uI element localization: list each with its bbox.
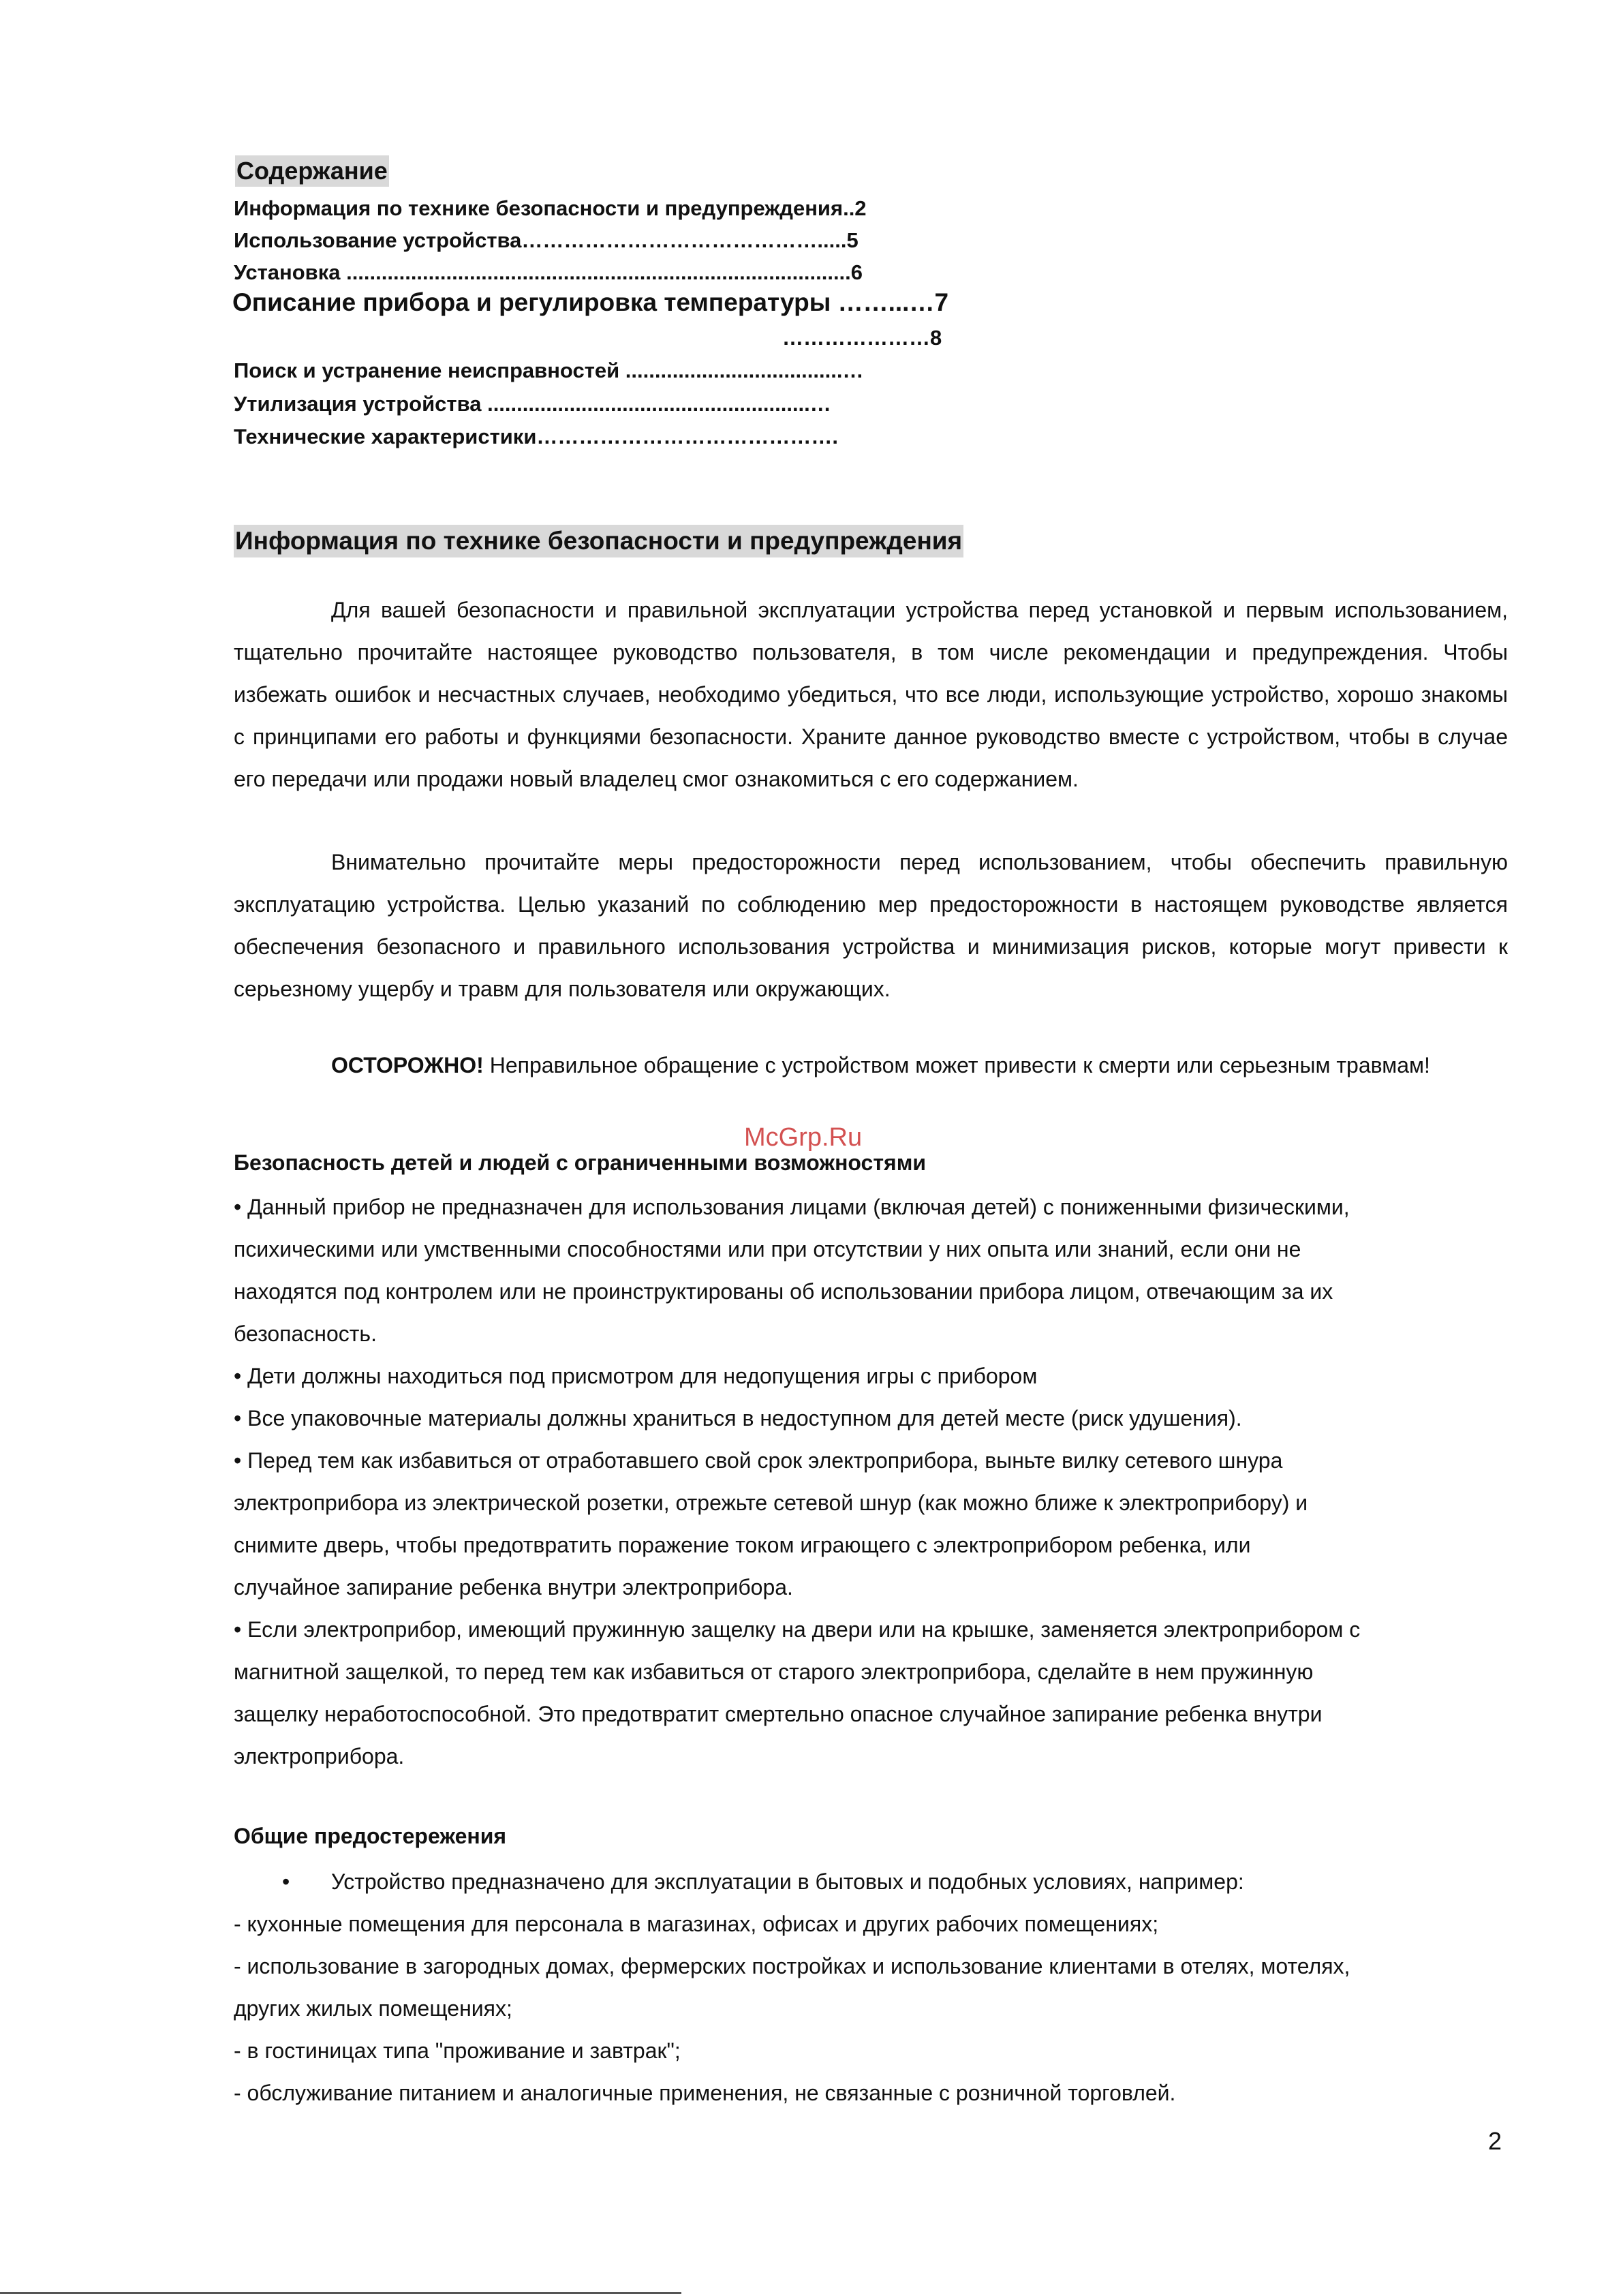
list-line: • Все упаковочные материалы должны храниться в недоступном для детей месте (риск удушения). — [234, 1406, 1242, 1430]
list-line: находятся под контролем или не проинструктированы об использовании прибора лицом, отвечающим за их — [234, 1279, 1333, 1304]
bullet-icon: • — [282, 1869, 290, 1894]
list-line: психическими или умственными способностями или при отсутствии у них опыта или знаний, если они не — [234, 1237, 1301, 1261]
toc-line: …………………8 — [782, 326, 942, 350]
list-line: - обслуживание питанием и аналогичные применения, не связанные с розничной торговлей. — [234, 2081, 1176, 2105]
list-line: магнитной защелкой, то перед тем как избавиться от старого электроприбора, сделайте в нем пружинную — [234, 1659, 1314, 1684]
paragraph-precautions: Внимательно прочитайте меры предосторожности перед использованием, чтобы обеспечить правильную эксплуатацию устройства. Целью указаний по соблюдению мер предосторожности в настоящем руководстве является обеспечения безопасного и правильного использования устройства и минимизация рисков, которые могут привести к серьезному ущербу и травм для пользователя или окружающих. — [234, 850, 1508, 1001]
toc-title: Содержание — [235, 155, 389, 187]
toc-line: Использование устройства…………………………………….....5 — [234, 228, 859, 252]
toc-line: Технические характеристики……………………………………. — [234, 425, 838, 448]
list-line: Устройство предназначено для эксплуатации в бытовых и подобных условиях, например: — [331, 1869, 1244, 1894]
toc-line: Информация по технике безопасности и предупреждения..2 — [234, 196, 867, 220]
toc-line: Утилизация устройства .......................................................… — [234, 392, 831, 416]
list-line: • Дети должны находиться под присмотром для недопущения игры с прибором — [234, 1364, 1038, 1388]
list-line: электроприбора. — [234, 1744, 405, 1769]
toc-line: Описание прибора и регулировка температуры ……...…7 — [232, 288, 949, 316]
list-line: снимите дверь, чтобы предотвратить поражение током играющего с электроприбором ребенка, или — [234, 1533, 1251, 1557]
toc-line: Поиск и устранение неисправностей .....................................… — [234, 358, 864, 382]
toc-line: Установка ......................................................................................6 — [234, 260, 863, 284]
list-line: - использование в загородных домах, фермерских постройках и использование клиентами в отелях, мотелях, — [234, 1954, 1350, 1978]
list-line: • Данный прибор не предназначен для использования лицами (включая детей) с пониженными физическими, — [234, 1195, 1350, 1219]
watermark: McGrp.Ru — [744, 1123, 863, 1152]
list-line: случайное запирание ребенка внутри электроприбора. — [234, 1575, 793, 1599]
list-line: - в гостиницах типа "проживание и завтрак"; — [234, 2038, 681, 2063]
list-line: - кухонные помещения для персонала в магазинах, офисах и других рабочих помещениях; — [234, 1912, 1159, 1936]
warning-paragraph — [234, 1049, 1508, 1082]
page-number: 2 — [1488, 2127, 1502, 2155]
section-title-safety: Информация по технике безопасности и предупреждения — [234, 525, 963, 557]
warning-text: Неправильное обращение с устройством может привести к смерти или серьезным травмам! — [483, 1053, 1430, 1077]
list-line: • Если электроприбор, имеющий пружинную защелку на двери или на крышке, заменяется электроприбором с — [234, 1617, 1361, 1642]
list-line: электроприбора из электрической розетки, отрежьте сетевой шнур (как можно ближе к электроприбору) и — [234, 1490, 1308, 1515]
subheading-general-precautions: Общие предостережения — [234, 1824, 507, 1848]
warning-label: ОСТОРОЖНО! — [331, 1053, 484, 1077]
page-bottom-rule — [0, 2292, 681, 2294]
subheading-children-safety: Безопасность детей и людей с ограниченными возможностями — [234, 1150, 927, 1175]
list-line: других жилых помещениях; — [234, 1996, 512, 2021]
list-line: безопасность. — [234, 1321, 377, 1346]
paragraph-safety-intro: Для вашей безопасности и правильной эксплуатации устройства перед установкой и первым использованием, тщательно прочитайте настоящее руководство пользователя, в том числе рекомендации и предупреждения. Чтобы избежать ошибок и несчастных случаев, необходимо убедиться, что все люди, использующие устройство, хорошо знакомы с принципами его работы и функциями безопасности. Храните данное руководство вместе с устройством, чтобы в случае его передачи или продажи новый владелец смог ознакомиться с его содержанием. — [234, 598, 1508, 791]
list-line: • Перед тем как избавиться от отработавшего свой срок электроприбора, выньте вилку сетевого шнура — [234, 1448, 1283, 1473]
list-line: защелку неработоспособной. Это предотвратит смертельно опасное случайное запирание ребенка внутри — [234, 1702, 1323, 1726]
